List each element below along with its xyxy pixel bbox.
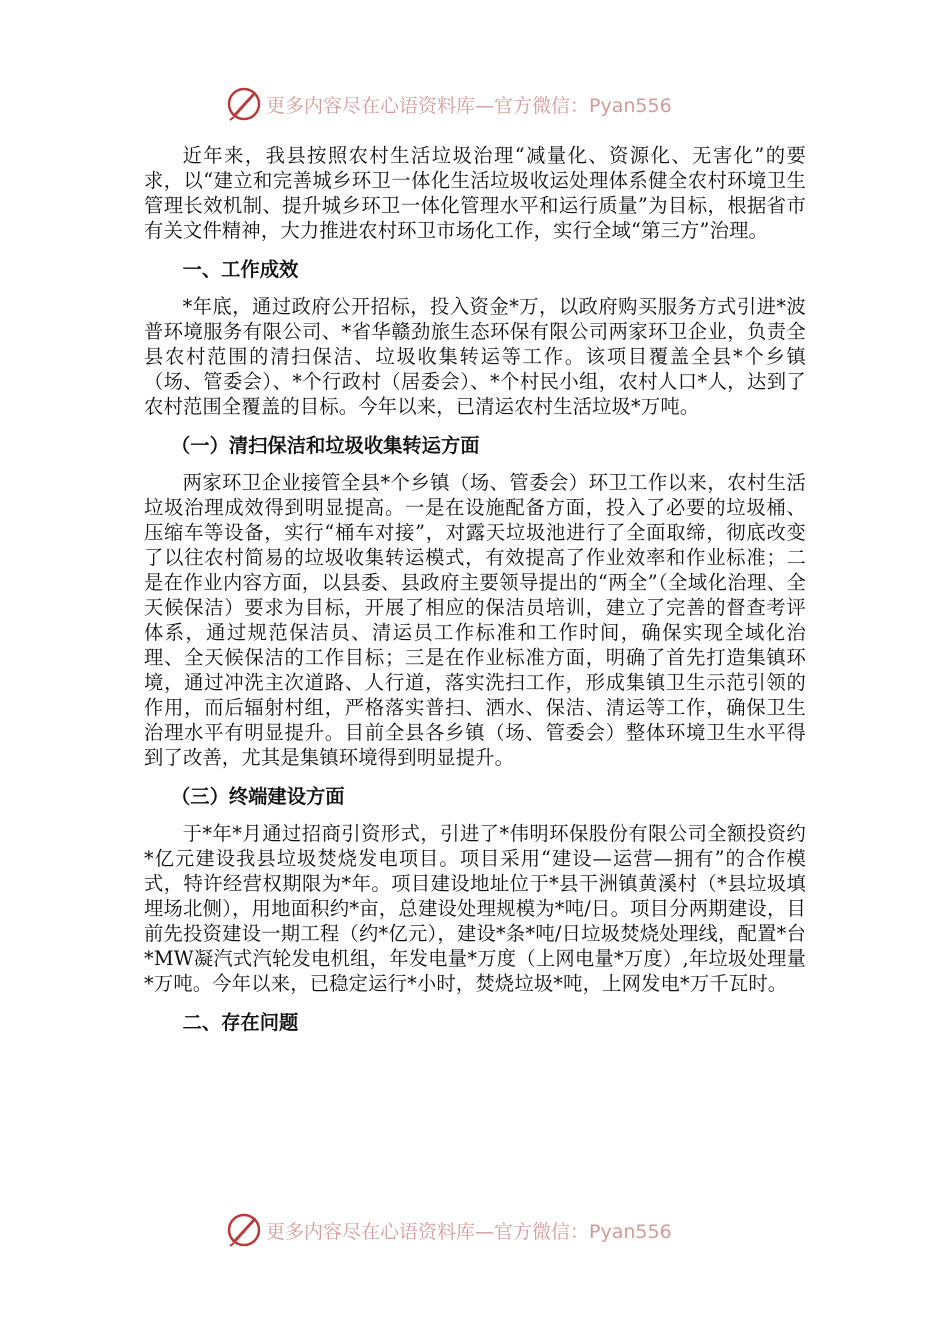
document-body [144,143,806,1047]
terminal-paragraph: 于*年*月通过招商引资形式，引进了*伟明环保股份有限公司全额投资约*亿元建设我县垃圾焚烧发电项目。项目采用“建设—运营—拥有”的合作模式，特许经营权期限为*年。项目建设地址位于*县干洲镇黄溪村（*县垃圾填埋场北侧），用地面积约*亩，总建设处理规模为*吨/日。项目分两期建设，目前先投资建设一期工程（约*亿元），建设*条*吨/日垃圾焚烧处理线，配置*台*MW凝汽式汽轮发电机组，年发电量*万度（上网电量*万度）,年垃圾处理量*万吨。今年以来，已稳定运行*小时，焚烧垃圾*吨，上网发电*万千瓦时。 [144,822,806,995]
subsection-heading-cleaning: （一）清扫保洁和垃圾收集转运方面 [171,434,480,457]
section-heading-problems: 二、存在问题 [182,1011,299,1034]
quill-pen-logo-icon [226,86,262,122]
header-watermark [226,84,672,124]
quill-pen-logo-icon [226,1212,262,1248]
achievements-paragraph: *年底，通过政府公开招标，投入资金*万，以政府购买服务方式引进*波普环境服务有限公司、*省华赣劲旅生态环保有限公司两家环卫企业，负责全县农村范围的清扫保洁、垃圾收集转运等工作。该项目覆盖全县*个乡镇（场、管委会）、*个行政村（居委会）、*个村民小组，农村人口*人，达到了农村范围全覆盖的目标。今年以来，已清运农村生活垃圾*万吨。 [144,295,806,418]
subsection-heading-terminal: （三）终端建设方面 [171,785,345,808]
intro-paragraph: 近年来，我县按照农村生活垃圾治理“减量化、资源化、无害化”的要求，以“建立和完善城乡环卫一体化生活垃圾收运处理体系健全农村环境卫生管理长效机制、提升城乡环卫一体化管理水平和运行质量”为目标，根据省市有关文件精神，大力推进农村环卫市场化工作，实行全域“第三方”治理。 [144,144,806,242]
section-heading-achievements: 一、工作成效 [182,258,299,281]
watermark-text: 更多内容尽在心语资料库—官方微信：Pyan556 [266,94,672,117]
cleaning-paragraph: 两家环卫企业接管全县*个乡镇（场、管委会）环卫工作以来，农村生活垃圾治理成效得到明显提高。一是在设施配备方面，投入了必要的垃圾桶、压缩车等设备，实行“桶车对接”，对露天垃圾池进行了全面取缔，彻底改变了以往农村简易的垃圾收集转运模式，有效提高了作业效率和作业标准；二是在作业内容方面，以县委、县政府主要领导提出的“两全”（全域化治理、全天候保洁）要求为目标，开展了相应的保洁员培训，建立了完善的督查考评体系，通过规范保洁员、清运员工作标准和工作时间，确保实现全域化治理、全天候保洁的工作目标；三是在作业标准方面，明确了首先打造集镇环境，通过冲洗主次道路、人行道，落实洗扫工作，形成集镇卫生示范引领的作用，而后辐射村组，严格落实普扫、洒水、保洁、清运等工作，确保卫生治理水平有明显提升。目前全县各乡镇（场、管委会）整体环境卫生水平得到了改善，尤其是集镇环境得到明显提升。 [144,471,806,769]
footer-watermark [226,1210,672,1250]
watermark-text: 更多内容尽在心语资料库—官方微信：Pyan556 [266,1220,672,1243]
